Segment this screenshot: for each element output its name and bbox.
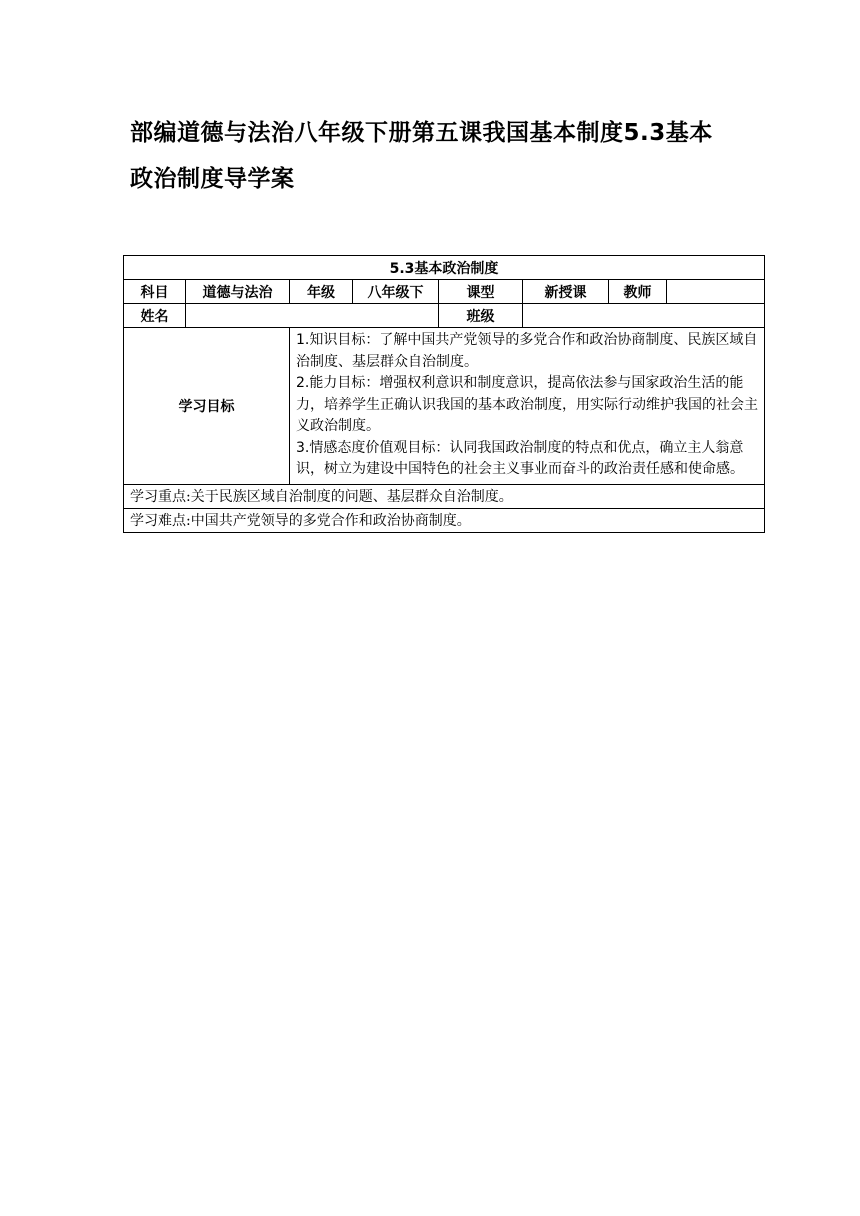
document-title-line-1: 部编道德与法治八年级下册第五课我国基本制度5.3基本 [130,120,713,146]
lesson-type-label: 课型 [439,280,523,304]
difficulty-row [124,508,765,532]
teacher-label: 教师 [609,280,667,304]
grade-value: 八年级下 [353,280,439,304]
lesson-plan-table [123,255,765,533]
key-points-label: 学习重点: [130,489,191,505]
goal-number: 2. [296,375,310,391]
goal-text: 能力目标：增强权利意识和制度意识，提高依法参与国家政治生活的能力，培养学生正确认识我国的基本政治制度，用实际行动维护我国的社会主义政治制度。 [296,375,758,434]
document-title-line-2: 政治制度导学案 [130,166,295,192]
goals-label [124,328,290,485]
document-title [130,110,750,202]
subject-label: 科目 [124,280,186,304]
goal-number: 3. [296,439,310,456]
goal-item [296,438,758,481]
goals-content [290,328,765,485]
grade-label: 年级 [290,280,353,304]
key-points-row [124,484,765,508]
difficulty-text: 中国共产党领导的多党合作和政治协商制度。 [190,513,471,529]
class-label: 班级 [439,304,523,328]
class-value[interactable] [523,304,765,328]
lesson-type-value: 新授课 [523,280,609,304]
goal-number: 1. [296,332,310,348]
difficulty-label: 学习难点: [130,513,191,529]
key-points-text: 关于民族区域自治制度的问题、基层群众自治制度。 [190,489,513,505]
goal-item [296,373,758,438]
teacher-value[interactable] [667,280,765,304]
name-value[interactable] [186,304,439,328]
goal-item [296,330,758,373]
goal-text: 情感态度价值观目标：认同我国政治制度的特点和优点，确立主人翁意识，树立为建设中国特色的社会主义事业而奋斗的政治责任感和使命感。 [296,439,744,477]
goals-label-text: 学习目标 [178,398,235,415]
name-label: 姓名 [124,304,186,328]
table-heading: 5.3基本政治制度 [124,256,765,280]
subject-value: 道德与法治 [186,280,290,304]
goal-text: 知识目标：了解中国共产党领导的多党合作和政治协商制度、民族区域自治制度、基层群众自治制度。 [296,332,758,370]
